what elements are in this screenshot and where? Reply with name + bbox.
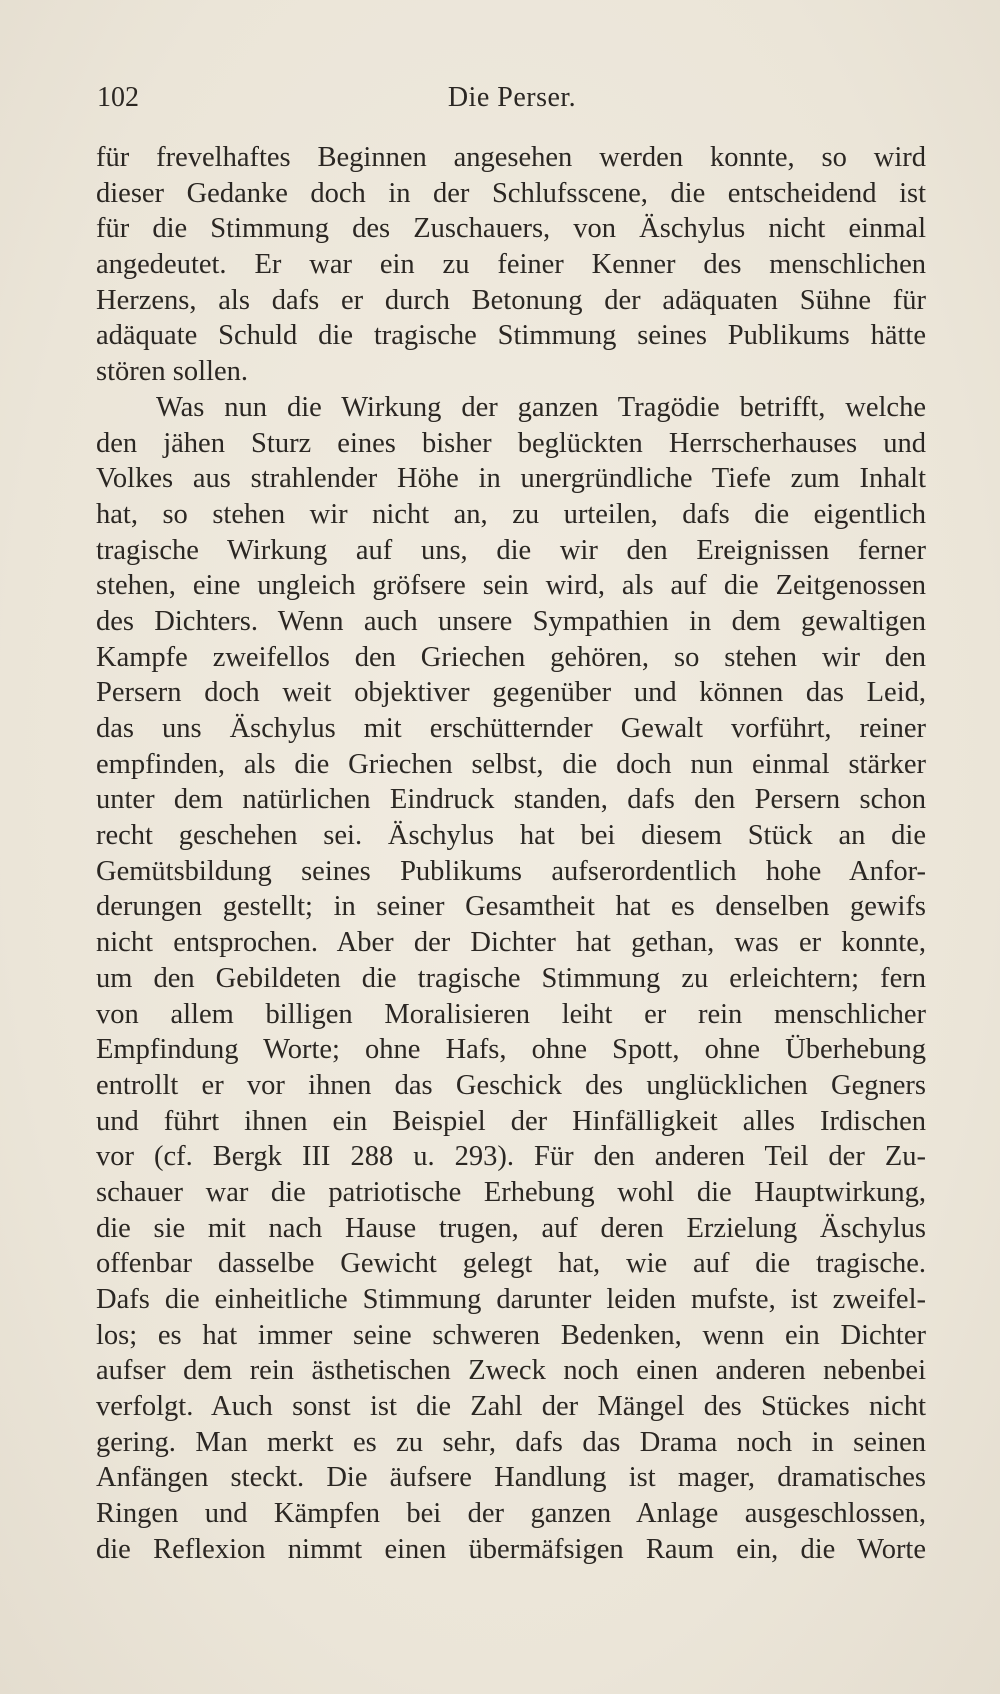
text-line: für frevelhaftes Beginnen angesehen werden konnte, so wird bbox=[96, 142, 926, 173]
text-line: schauer war die patriotische Erhebung wohl die Hauptwirkung, bbox=[96, 1176, 926, 1208]
text-line: Ringen und Kämpfen bei der ganzen Anlage ausgeschlossen, bbox=[96, 1498, 926, 1530]
text-line: Herzens, als dafs er durch Betonung der adäquaten Sühne für bbox=[96, 284, 926, 316]
text-line: Anfängen steckt. Die äufsere Handlung ist mager, dramatisches bbox=[96, 1462, 926, 1494]
text-line: die sie mit nach Hause trugen, auf deren Erzielung Äschylus bbox=[96, 1212, 926, 1244]
text-line: entrollt er vor ihnen das Geschick des unglücklichen Gegners bbox=[96, 1069, 926, 1101]
text-line: unter dem natürlichen Eindruck standen, dafs den Persern schon bbox=[96, 784, 926, 816]
text-line: stören sollen. bbox=[96, 356, 248, 388]
text-line: das uns Äschylus mit erschütternder Gewalt vorführt, reiner bbox=[96, 713, 926, 744]
text-line: für die Stimmung des Zuschauers, von Äschylus nicht einmal bbox=[96, 213, 926, 245]
text-line: von allem billigen Moralisieren leiht er rein menschlicher bbox=[96, 998, 926, 1030]
running-head bbox=[97, 82, 927, 122]
text-line: hat, so stehen wir nicht an, zu urteilen, dafs die eigentlich bbox=[96, 498, 926, 530]
page-number: 102 bbox=[97, 82, 139, 113]
text-line: Kampfe zweifellos den Griechen gehören, so stehen wir den bbox=[96, 641, 926, 673]
text-line: stehen, eine ungleich gröfsere sein wird, als auf die Zeitgenossen bbox=[96, 570, 926, 602]
text-line: angedeutet. Er war ein zu feiner Kenner des menschlichen bbox=[96, 249, 926, 281]
text-line: aufser dem rein ästhetischen Zweck noch einen anderen nebenbei bbox=[96, 1355, 926, 1387]
text-line: derungen gestellt; in seiner Gesamtheit hat es denselben gewifs bbox=[96, 891, 926, 923]
text-line: recht geschehen sei. Äschylus hat bei diesem Stück an die bbox=[96, 820, 926, 852]
text-line: vor (cf. Bergk III 288 u. 293). Für den anderen Teil der Zu- bbox=[96, 1141, 926, 1173]
text-line: Gemütsbildung seines Publikums aufserordentlich hohe Anfor- bbox=[96, 855, 926, 887]
text-line: adäquate Schuld die tragische Stimmung seines Publikums hätte bbox=[96, 320, 926, 352]
text-line: Empfindung Worte; ohne Hafs, ohne Spott, ohne Überhebung bbox=[96, 1034, 926, 1066]
text-line: Volkes aus strahlender Höhe in unergründliche Tiefe zum Inhalt bbox=[96, 463, 926, 495]
text-line: tragische Wirkung auf uns, die wir den Ereignissen ferner bbox=[96, 534, 926, 566]
text-line: empfinden, als die Griechen selbst, die doch nun einmal stärker bbox=[96, 748, 926, 780]
body-text bbox=[96, 140, 926, 1568]
text-line: offenbar dasselbe Gewicht gelegt hat, wie auf die tragische. bbox=[96, 1248, 926, 1280]
text-line: und führt ihnen ein Beispiel der Hinfälligkeit alles Irdischen bbox=[96, 1105, 926, 1137]
text-line: verfolgt. Auch sonst ist die Zahl der Mängel des Stückes nicht bbox=[96, 1391, 926, 1423]
text-line: des Dichters. Wenn auch unsere Sympathien in dem gewaltigen bbox=[96, 605, 926, 637]
text-line: Was nun die Wirkung der ganzen Tragödie betrifft, welche bbox=[156, 391, 926, 423]
text-line: gering. Man merkt es zu sehr, dafs das Drama noch in seinen bbox=[96, 1426, 926, 1458]
text-line: dieser Gedanke doch in der Schlufsscene, die entscheidend ist bbox=[96, 177, 926, 209]
paragraph bbox=[96, 140, 926, 390]
text-line: Dafs die einheitliche Stimmung darunter leiden mufste, ist zweifel- bbox=[96, 1284, 926, 1315]
text-line: um den Gebildeten die tragische Stimmung zu erleichtern; fern bbox=[96, 962, 926, 994]
text-line: die Reflexion nimmt einen übermäfsigen Raum ein, die Worte bbox=[96, 1533, 926, 1565]
text-line: den jähen Sturz eines bisher beglückten Herrscherhauses und bbox=[96, 427, 926, 459]
text-line: Persern doch weit objektiver gegenüber und können das Leid, bbox=[96, 677, 926, 709]
paragraph bbox=[96, 390, 926, 1568]
text-line: nicht entsprochen. Aber der Dichter hat gethan, was er konnte, bbox=[96, 927, 926, 959]
text-line: los; es hat immer seine schweren Bedenken, wenn ein Dichter bbox=[96, 1319, 926, 1351]
running-title: Die Perser. bbox=[447, 82, 577, 113]
